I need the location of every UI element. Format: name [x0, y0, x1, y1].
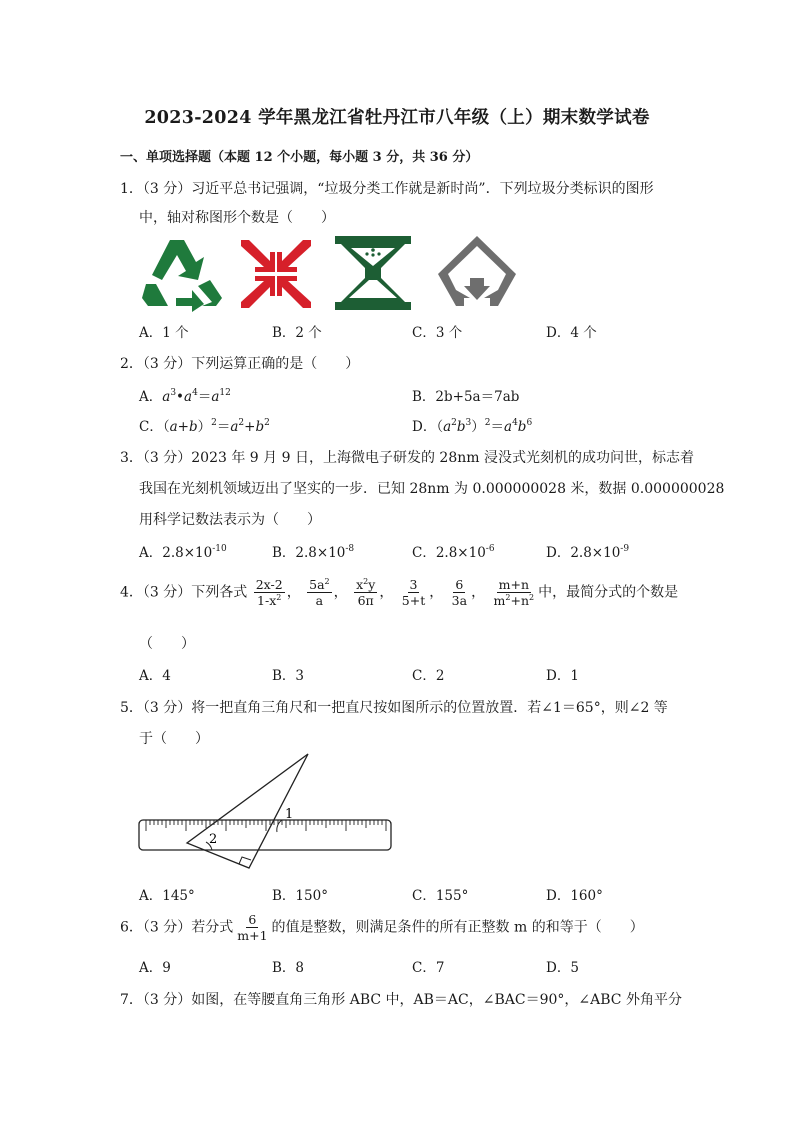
q3-option-d-exp: -9: [620, 544, 630, 554]
q3-option-b-base: B．2.8×10: [272, 545, 346, 561]
q6-stem-suffix: 的值是整数，则满足条件的所有正整数 m 的和等于（ ）: [271, 919, 644, 936]
q3-option-c: [412, 541, 495, 561]
q2-option-a: A．$a^3•a^4=a^{12}$: [139, 388, 231, 405]
q4-fraction-2: $\frac{5a^2}{a}$: [309, 577, 330, 608]
q5-stem-line1: 5．（3 分）将一把直角三角尺和一把直尺按如图所示的位置放置．若∠1＝65°，则∠2 等: [120, 700, 668, 716]
q4-fraction-6: $\frac{m+n}{m^2+n^2}$: [493, 577, 535, 608]
q6-option-d: D．5: [546, 960, 579, 976]
q5-stem-line2: 于（ ）: [139, 731, 209, 747]
q3-option-b: [272, 541, 354, 561]
q3-option-d-base: D．2.8×10: [546, 545, 621, 561]
q1-option-a: A．1 个: [139, 325, 189, 341]
q4-stem: 4．（3 分）下列各式 $\frac{2x-2}{1-x^2}$ ， $\frac{5a^2}{a}$ ， $\frac{x^2y}{6\pi}$ ， $\frac{3}{5+t}$ ， $\frac{6}{3a}$ ， $\frac{m+n}{m^2+n^2}$ 中，最简分式的个数是: [120, 577, 679, 608]
q6-stem: [120, 912, 644, 943]
q4-option-b: B．3: [272, 668, 305, 684]
q3-stem-line3: 用科学记数法表示为（ ）: [139, 512, 321, 528]
q4-fraction-5: $\frac{6}{3a}$: [451, 577, 468, 608]
q5-option-a: A．145°: [139, 888, 195, 904]
q3-option-a-exp: -10: [212, 544, 227, 554]
q2-option-d-label: D．: [412, 419, 437, 435]
q4-stem-prefix: 4．（3 分）下列各式: [120, 584, 248, 601]
q4-fraction-4: $\frac{3}{5+t}$: [401, 577, 426, 608]
ruler-ticks: [146, 820, 386, 831]
q5-option-b: B．150°: [272, 888, 328, 904]
ruler-outline: [139, 820, 391, 850]
q4-option-a: A．4: [139, 668, 171, 684]
q3-option-c-exp: -6: [485, 544, 495, 554]
q2-option-c: C．$(a+b)^2=a^2+b^2$: [139, 418, 270, 435]
q3-option-a-base: A．2.8×10: [139, 545, 213, 561]
q6-option-a: A．9: [139, 960, 171, 976]
q2-option-a-label: A．: [139, 389, 163, 405]
q4-option-d: D．1: [546, 668, 579, 684]
ruler-triangle-figure: [136, 750, 396, 875]
q5-option-d: D．160°: [546, 888, 603, 904]
section-heading: 一、单项选择题（本题 12 个小题，每小题 3 分，共 36 分）: [120, 150, 479, 165]
q2-option-d: D．$(a^2b^3)^2=a^4b^6$: [412, 418, 533, 435]
inward-arrows-symbol-icon: [237, 236, 315, 312]
q2-option-c-label: C．: [139, 419, 163, 435]
q6-option-b: B．8: [272, 960, 305, 976]
q1-option-d: D．4 个: [546, 325, 597, 341]
q5-option-c: C．155°: [412, 888, 469, 904]
q3-stem-line1: 3．（3 分）2023 年 9 月 9 日，上海微电子研发的 28nm 浸没式光刻机的成功问世，标志着: [120, 450, 694, 466]
q1-option-c: C．3 个: [412, 325, 463, 341]
q3-option-a: [139, 541, 227, 561]
q2-option-b: B．2b+5a＝7ab: [412, 389, 520, 405]
q3-stem-line2: 我国在光刻机领域迈出了坚实的一步．已知 28nm 为 0.000000028 米，数据 0.000000028: [139, 481, 725, 497]
q1-option-b: B．2 个: [272, 325, 322, 341]
right-angle-mark: [239, 857, 251, 864]
recycle-symbol-icon: [140, 236, 224, 312]
q1-stem-line1: 1．（3 分）习近平总书记强调，“垃圾分类工作就是新时尚”．下列垃圾分类标识的图形: [120, 181, 654, 197]
page-title: 2023-2024 学年黑龙江省牡丹江市八年级（上）期末数学试卷: [144, 108, 650, 128]
q1-stem-line2: 中，轴对称图形个数是（ ）: [139, 210, 335, 226]
q7-stem-line1: 7．（3 分）如图，在等腰直角三角形 ABC 中，AB＝AC，∠BAC＝90°，∠ABC 外角平分: [120, 992, 682, 1008]
q4-paren: （ ）: [139, 636, 195, 652]
q3-option-b-exp: -8: [345, 544, 355, 554]
q2-stem: 2．（3 分）下列运算正确的是（ ）: [120, 356, 360, 372]
q4-option-c: C．2: [412, 668, 445, 684]
angle-1-label: 1: [285, 807, 294, 822]
q6-fraction: $\frac{6}{m+1}$: [237, 912, 268, 943]
q4-fraction-1: $\frac{2x-2}{1-x^2}$: [255, 577, 283, 608]
hourglass-symbol-icon: [333, 234, 413, 312]
q3-option-d: [546, 541, 629, 561]
q6-stem-prefix: 6．（3 分）若分式: [120, 919, 234, 936]
q3-option-c-base: C．2.8×10: [412, 545, 486, 561]
angle-2-label: 2: [209, 832, 218, 847]
q6-option-c: C．7: [412, 960, 445, 976]
gray-arrow-symbol-icon: [436, 234, 518, 310]
q4-stem-suffix: 中，最简分式的个数是: [538, 584, 679, 601]
q4-fraction-3: $\frac{x^2y}{6\pi}$: [356, 577, 376, 608]
